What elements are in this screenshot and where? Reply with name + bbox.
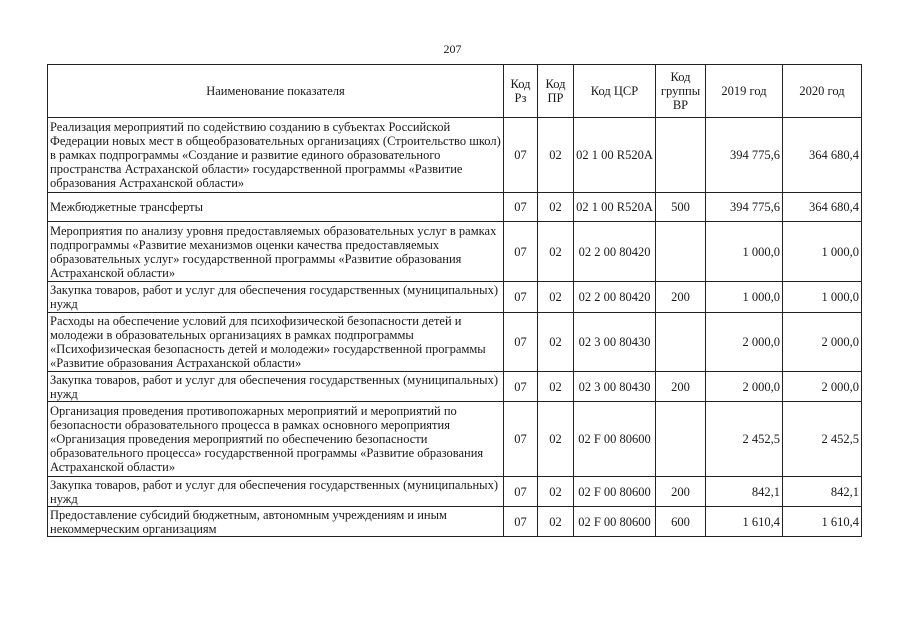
row-rz: 07 [504, 477, 538, 507]
row-pr: 02 [538, 118, 574, 193]
row-pr: 02 [538, 282, 574, 313]
row-pr: 02 [538, 313, 574, 372]
row-pr: 02 [538, 402, 574, 477]
row-2020: 1 000,0 [783, 282, 862, 313]
row-2019: 1 000,0 [706, 282, 783, 313]
row-2020: 364 680,4 [783, 118, 862, 193]
row-vr: 200 [656, 282, 706, 313]
row-rz: 07 [504, 282, 538, 313]
table-row [48, 118, 862, 193]
row-name: Расходы на обеспечение условий для психофизической безопасности детей и молодежи в образовательных организациях в рамках подпрограммы «Психофизическая безопасность детей и молодежи» государственной программы «Развитие образования Астраханской области» [48, 313, 504, 372]
table-row [48, 282, 862, 313]
row-name: Межбюджетные трансферты [48, 193, 504, 222]
row-name: Реализация мероприятий по содействию созданию в субъектах Российской Федерации новых мест в общеобразовательных организациях (Строительство школ) в рамках подпрограммы «Создание и развитие единого образовательного пространства Астраханской области» государственной программы «Развитие образования Астраханской области» [48, 118, 504, 193]
row-vr [656, 313, 706, 372]
row-2019: 2 452,5 [706, 402, 783, 477]
row-name: Предоставление субсидий бюджетным, автономным учреждениям и иным некоммерческим организациям [48, 507, 504, 537]
row-vr [656, 118, 706, 193]
budget-table [47, 64, 862, 537]
table-row [48, 507, 862, 537]
row-csr: 02 1 00 R520A [574, 118, 656, 193]
row-pr: 02 [538, 222, 574, 282]
row-2019: 394 775,6 [706, 118, 783, 193]
row-2020: 842,1 [783, 477, 862, 507]
row-name: Закупка товаров, работ и услуг для обеспечения государственных (муниципальных) нужд [48, 372, 504, 402]
row-2019: 2 000,0 [706, 313, 783, 372]
row-2019: 394 775,6 [706, 193, 783, 222]
row-pr: 02 [538, 193, 574, 222]
row-vr [656, 222, 706, 282]
row-pr: 02 [538, 507, 574, 537]
row-vr: 200 [656, 477, 706, 507]
row-vr: 200 [656, 372, 706, 402]
row-csr: 02 2 00 80420 [574, 282, 656, 313]
row-2020: 364 680,4 [783, 193, 862, 222]
header-2020: 2020 год [783, 65, 862, 118]
row-pr: 02 [538, 477, 574, 507]
header-rz: Код Рз [504, 65, 538, 118]
row-2020: 1 610,4 [783, 507, 862, 537]
row-2019: 2 000,0 [706, 372, 783, 402]
row-2019: 1 610,4 [706, 507, 783, 537]
row-csr: 02 F 00 80600 [574, 402, 656, 477]
row-csr: 02 F 00 80600 [574, 507, 656, 537]
header-csr: Код ЦСР [574, 65, 656, 118]
row-csr: 02 2 00 80420 [574, 222, 656, 282]
row-rz: 07 [504, 507, 538, 537]
row-rz: 07 [504, 118, 538, 193]
row-2020: 2 000,0 [783, 313, 862, 372]
row-vr: 600 [656, 507, 706, 537]
header-pr: Код ПР [538, 65, 574, 118]
header-vr: Код группы ВР [656, 65, 706, 118]
row-name: Мероприятия по анализу уровня предоставляемых образовательных услуг в рамках подпрограммы «Развитие механизмов оценки качества предоставляемых образовательных услуг» государственной программы «Развитие образования Астраханской области» [48, 222, 504, 282]
row-2020: 2 452,5 [783, 402, 862, 477]
row-vr: 500 [656, 193, 706, 222]
row-2020: 2 000,0 [783, 372, 862, 402]
row-2019: 1 000,0 [706, 222, 783, 282]
table-row [48, 313, 862, 372]
table-row [48, 477, 862, 507]
header-name: Наименование показателя [48, 65, 504, 118]
row-csr: 02 F 00 80600 [574, 477, 656, 507]
row-name: Закупка товаров, работ и услуг для обеспечения государственных (муниципальных) нужд [48, 477, 504, 507]
table-row [48, 222, 862, 282]
header-2019: 2019 год [706, 65, 783, 118]
row-csr: 02 3 00 80430 [574, 313, 656, 372]
table-row [48, 193, 862, 222]
table-row [48, 372, 862, 402]
row-vr [656, 402, 706, 477]
row-name: Организация проведения противопожарных мероприятий и мероприятий по безопасности образовательного процесса в рамках основного мероприятия «Организация проведения мероприятий по обеспечению безопасности образовательного процесса» государственной программы «Развитие образования Астраханской области» [48, 402, 504, 477]
row-2019: 842,1 [706, 477, 783, 507]
row-pr: 02 [538, 372, 574, 402]
row-csr: 02 1 00 R520A [574, 193, 656, 222]
row-rz: 07 [504, 222, 538, 282]
row-2020: 1 000,0 [783, 222, 862, 282]
row-rz: 07 [504, 313, 538, 372]
header-row [48, 65, 862, 118]
table-row [48, 402, 862, 477]
row-rz: 07 [504, 402, 538, 477]
row-rz: 07 [504, 193, 538, 222]
row-rz: 07 [504, 372, 538, 402]
row-name: Закупка товаров, работ и услуг для обеспечения государственных (муниципальных) нужд [48, 282, 504, 313]
page-number: 207 [443, 42, 462, 56]
row-csr: 02 3 00 80430 [574, 372, 656, 402]
